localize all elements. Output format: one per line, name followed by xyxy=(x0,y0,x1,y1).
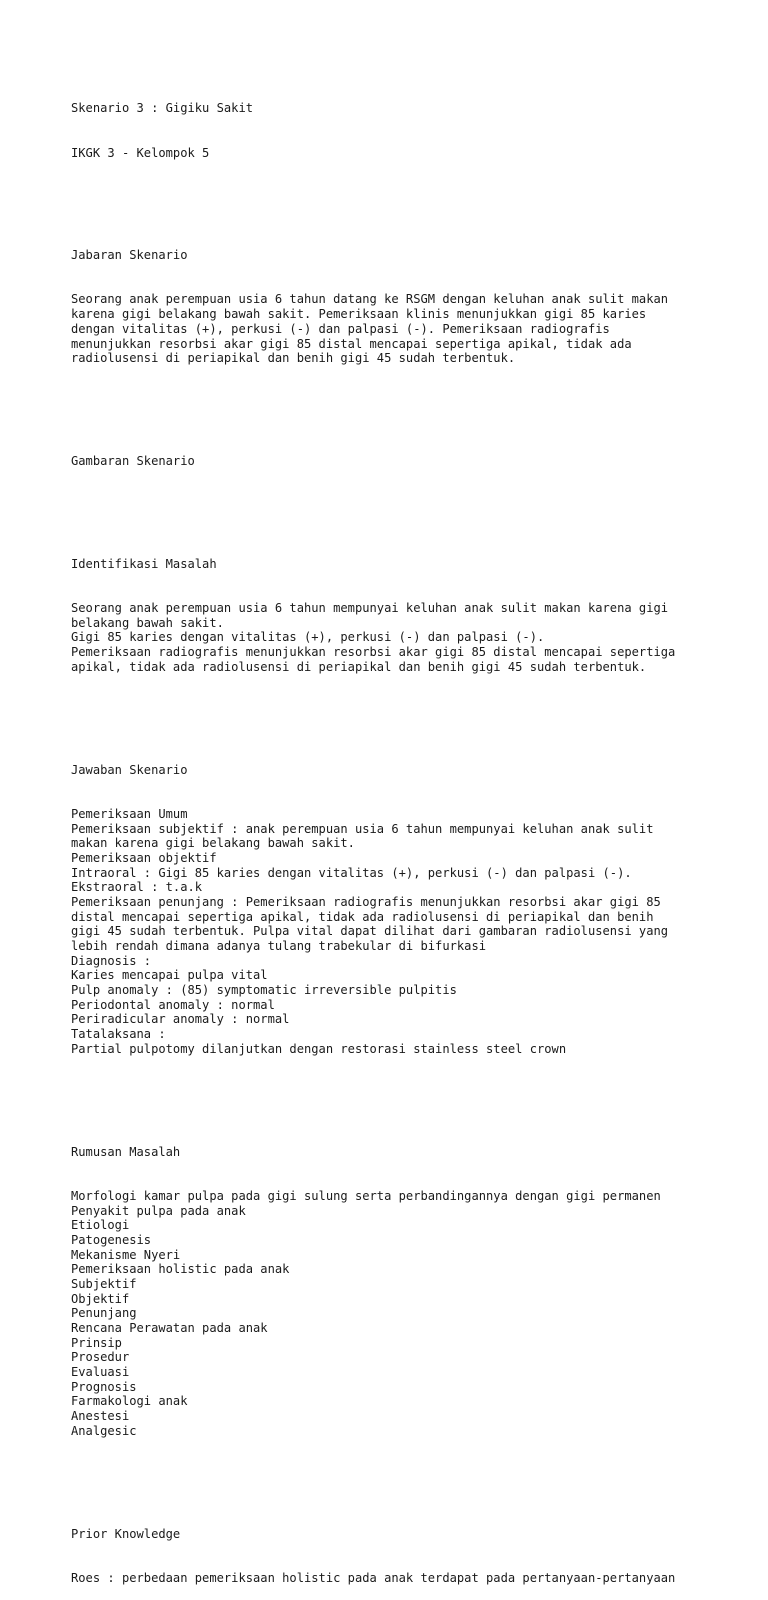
text-line: gigi 45 sudah terbentuk. Pulpa vital dapat dilihat dari gambaran radiolusensi yang xyxy=(71,924,669,939)
text-line: Tatalaksana : xyxy=(71,1027,166,1042)
text-line: Pulp anomaly : (85) symptomatic irreversible pulpitis xyxy=(71,983,457,998)
section-prior-body xyxy=(71,1571,731,1586)
text-line: Periradicular anomaly : normal xyxy=(71,1012,290,1027)
document-title: Skenario 3 : Gigiku Sakit xyxy=(71,101,254,116)
blank-line xyxy=(71,498,731,513)
section-heading-identifikasi: Identifikasi Masalah xyxy=(71,557,217,572)
text-line: apikal, tidak ada radiolusensi di periapikal dan benih gigi 45 sudah terbentuk. xyxy=(71,659,647,674)
text-line: Subjektif xyxy=(71,1276,137,1291)
text-line: Pemeriksaan Umum xyxy=(71,806,188,821)
blank-line xyxy=(71,395,731,410)
text-line: Mekanisme Nyeri xyxy=(71,1247,181,1262)
text-line: dengan vitalitas (+), perkusi (-) dan palpasi (-). Pemeriksaan radiografis xyxy=(71,321,610,336)
text-line: Anestesi xyxy=(71,1409,130,1424)
text-line: Intraoral : Gigi 85 karies dengan vitalitas (+), perkusi (-) dan palpasi (-). xyxy=(71,865,632,880)
text-line: radiolusensi di periapikal dan benih gigi 45 sudah terbentuk. xyxy=(71,351,516,366)
text-line: Prosedur xyxy=(71,1350,130,1365)
text-line: makan karena gigi belakang bawah sakit. xyxy=(71,836,355,851)
blank-line xyxy=(71,190,731,205)
text-line: Pemeriksaan radiografis menunjukkan resorbsi akar gigi 85 distal mencapai sepertiga xyxy=(71,645,676,660)
text-line: lebih rendah dimana adanya tulang trabekular di bifurkasi xyxy=(71,939,487,954)
text-line: Roes : perbedaan pemeriksaan holistic pada anak terdapat pada pertanyaan-pertanyaan xyxy=(71,1570,676,1585)
text-line: Seorang anak perempuan usia 6 tahun datang ke RSGM dengan keluhan anak sulit makan xyxy=(71,292,669,307)
text-line: karena gigi belakang bawah sakit. Pemeriksaan klinis menunjukkan gigi 85 karies xyxy=(71,307,647,322)
text-line: Periodontal anomaly : normal xyxy=(71,997,275,1012)
section-heading-prior: Prior Knowledge xyxy=(71,1526,181,1541)
text-line: Pemeriksaan subjektif : anak perempuan usia 6 tahun mempunyai keluhan anak sulit xyxy=(71,821,654,836)
section-heading-jawaban: Jawaban Skenario xyxy=(71,762,188,777)
text-line: menunjukkan resorbsi akar gigi 85 distal mencapai sepertiga apikal, tidak ada xyxy=(71,336,632,351)
text-line: distal mencapai sepertiga apikal, tidak ada radiolusensi di periapikal dan benih xyxy=(71,909,654,924)
text-line: Patogenesis xyxy=(71,1232,152,1247)
blank-line xyxy=(71,1468,731,1483)
text-line: Diagnosis : xyxy=(71,953,152,968)
text-line: Penyakit pulpa pada anak xyxy=(71,1203,246,1218)
text-line: Objektif xyxy=(71,1291,130,1306)
blank-line xyxy=(71,704,731,719)
text-line: Pemeriksaan holistic pada anak xyxy=(71,1262,290,1277)
text-line: Etiologi xyxy=(71,1218,130,1233)
blank-line xyxy=(71,1086,731,1101)
text-line: Gigi 85 karies dengan vitalitas (+), perkusi (-) dan palpasi (-). xyxy=(71,630,545,645)
text-line: Partial pulpotomy dilanjutkan dengan restorasi stainless steel crown xyxy=(71,1041,567,1056)
text-line: Analgesic xyxy=(71,1423,137,1438)
section-jawaban-body xyxy=(71,807,731,1057)
section-identifikasi-body xyxy=(71,601,731,674)
text-line: Pemeriksaan penunjang : Pemeriksaan radiografis menunjukkan resorbsi akar gigi 85 xyxy=(71,894,661,909)
text-line: Prinsip xyxy=(71,1335,122,1350)
section-heading-gambaran: Gambaran Skenario xyxy=(71,454,195,469)
text-line: Prognosis xyxy=(71,1379,137,1394)
text-line: Rencana Perawatan pada anak xyxy=(71,1321,268,1336)
section-heading-jabaran: Jabaran Skenario xyxy=(71,248,188,263)
section-jabaran-body xyxy=(71,292,731,365)
section-heading-rumusan: Rumusan Masalah xyxy=(71,1144,181,1159)
section-rumusan-body xyxy=(71,1189,731,1439)
text-line: Pemeriksaan objektif xyxy=(71,850,217,865)
document-page xyxy=(71,72,731,1600)
text-line: Ekstraoral : t.a.k xyxy=(71,880,203,895)
document-subtitle: IKGK 3 - Kelompok 5 xyxy=(71,145,210,160)
text-line: Evaluasi xyxy=(71,1365,130,1380)
text-line: Morfologi kamar pulpa pada gigi sulung serta perbandingannya dengan gigi permanen xyxy=(71,1188,661,1203)
text-line: Seorang anak perempuan usia 6 tahun mempunyai keluhan anak sulit makan karena gigi xyxy=(71,601,669,616)
text-line: belakang bawah sakit. xyxy=(71,615,224,630)
text-line: Farmakologi anak xyxy=(71,1394,188,1409)
text-line: Penunjang xyxy=(71,1306,137,1321)
text-line: Karies mencapai pulpa vital xyxy=(71,968,268,983)
